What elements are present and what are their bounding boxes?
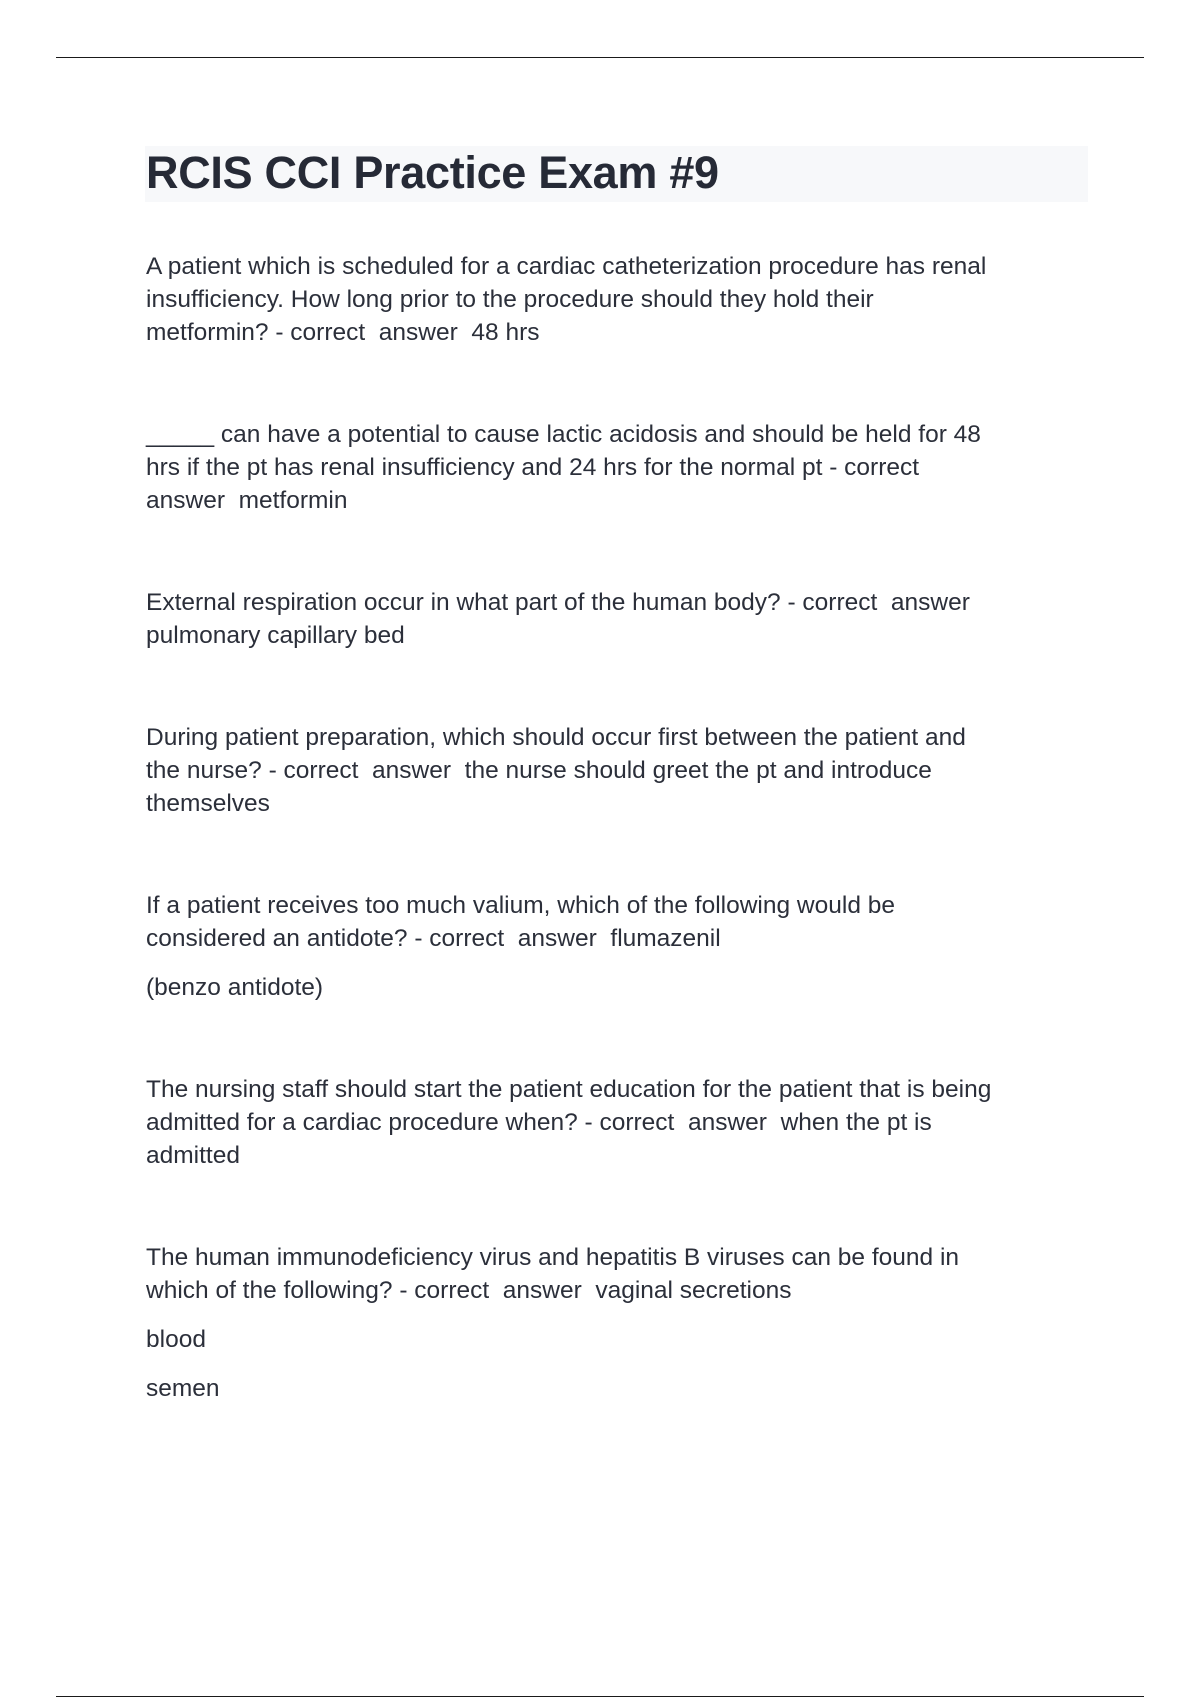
question-line: A patient which is scheduled for a cardiac catheterization procedure has renal	[146, 253, 987, 280]
question-line: External respiration occur in what part of the human body? - correct answer	[146, 589, 970, 616]
document-title: RCIS CCI Practice Exam #9	[146, 147, 719, 198]
question-entry	[146, 1073, 1091, 1172]
question-line: During patient preparation, which should occur first between the patient and	[146, 724, 966, 751]
question-entry	[146, 586, 1091, 652]
answer-extra: (benzo antidote)	[146, 974, 324, 1001]
question-entry	[146, 250, 1091, 349]
question-line: admitted for a cardiac procedure when? - correct answer when the pt is	[146, 1109, 932, 1136]
question-line: The human immunodeficiency virus and hepatitis B viruses can be found in	[146, 1244, 960, 1271]
question-line: pulmonary capillary bed	[146, 622, 405, 649]
question-entry	[146, 1241, 1091, 1405]
question-list	[146, 250, 1091, 1405]
question-line: which of the following? - correct answer vaginal secretions	[146, 1277, 792, 1304]
question-line: themselves	[146, 790, 270, 817]
question-line: admitted	[146, 1142, 240, 1169]
question-line: The nursing staff should start the patient education for the patient that is being	[146, 1076, 992, 1103]
answer-extra: blood	[146, 1326, 206, 1353]
question-entry	[146, 721, 1091, 820]
bottom-rule	[56, 1696, 1144, 1697]
answer-extra: semen	[146, 1375, 220, 1402]
question-entry	[146, 889, 1091, 1004]
question-line: answer metformin	[146, 487, 348, 514]
question-line: _____ can have a potential to cause lactic acidosis and should be held for 48	[146, 421, 981, 448]
question-entry	[146, 418, 1091, 517]
question-line: insufficiency. How long prior to the procedure should they hold their	[146, 286, 874, 313]
question-line: metformin? - correct answer 48 hrs	[146, 319, 540, 346]
question-line: considered an antidote? - correct answer flumazenil	[146, 925, 721, 952]
question-line: If a patient receives too much valium, which of the following would be	[146, 892, 896, 919]
question-line: hrs if the pt has renal insufficiency and 24 hrs for the normal pt - correct	[146, 454, 920, 481]
top-rule	[56, 57, 1144, 58]
question-line: the nurse? - correct answer the nurse should greet the pt and introduce	[146, 757, 932, 784]
